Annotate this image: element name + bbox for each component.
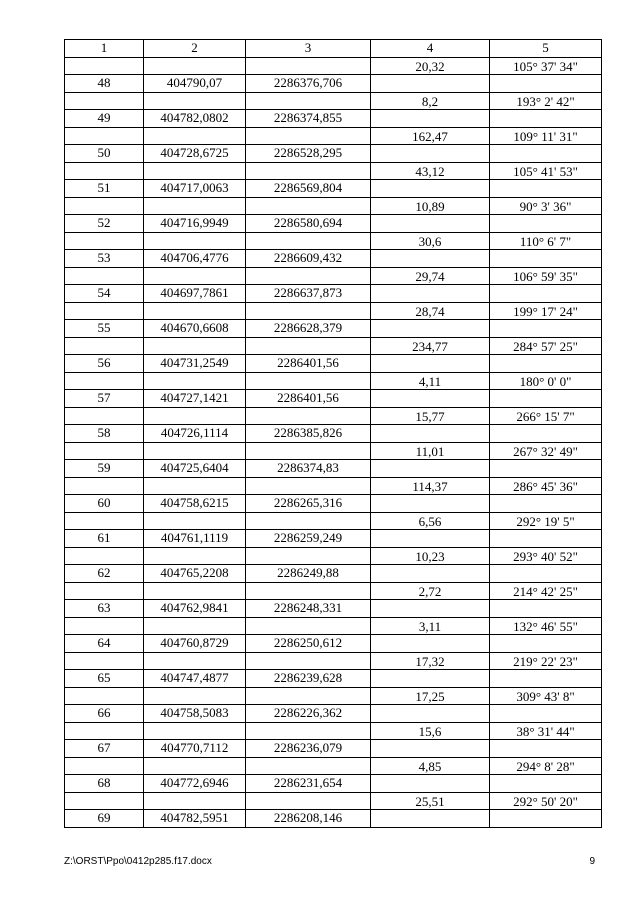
point-number: 63 [65, 600, 144, 618]
empty-cell [65, 617, 144, 635]
empty-cell [65, 722, 144, 740]
point-row [65, 635, 602, 653]
empty-cell [246, 442, 371, 460]
empty-cell [490, 390, 602, 408]
empty-cell [65, 687, 144, 705]
y-coordinate: 2286637,873 [246, 285, 371, 303]
empty-cell [65, 127, 144, 145]
point-number: 65 [65, 670, 144, 688]
empty-cell [65, 302, 144, 320]
empty-cell [246, 337, 371, 355]
coordinates-table [64, 39, 602, 828]
x-coordinate: 404790,07 [144, 75, 246, 93]
empty-cell [144, 197, 246, 215]
segment-angle: 219° 22' 23" [490, 652, 602, 670]
empty-cell [371, 600, 490, 618]
point-number: 69 [65, 810, 144, 828]
segment-angle: 309° 43' 8" [490, 687, 602, 705]
empty-cell [246, 757, 371, 775]
segment-angle: 105° 37' 34" [490, 57, 602, 75]
empty-cell [144, 372, 246, 390]
segment-angle: 38° 31' 44" [490, 722, 602, 740]
empty-cell [490, 495, 602, 513]
x-coordinate: 404716,9949 [144, 215, 246, 233]
empty-cell [371, 250, 490, 268]
empty-cell [144, 617, 246, 635]
point-row [65, 425, 602, 443]
segment-length: 17,32 [371, 652, 490, 670]
empty-cell [144, 92, 246, 110]
empty-cell [246, 302, 371, 320]
empty-cell [144, 407, 246, 425]
empty-cell [144, 477, 246, 495]
empty-cell [371, 75, 490, 93]
point-number: 60 [65, 495, 144, 513]
segment-angle: 214° 42' 25" [490, 582, 602, 600]
segment-row [65, 197, 602, 215]
segment-length: 3,11 [371, 617, 490, 635]
empty-cell [246, 92, 371, 110]
segment-length: 29,74 [371, 267, 490, 285]
point-row [65, 355, 602, 373]
empty-cell [490, 740, 602, 758]
y-coordinate: 2286580,694 [246, 215, 371, 233]
point-row [65, 460, 602, 478]
empty-cell [144, 582, 246, 600]
empty-cell [246, 372, 371, 390]
footer-file-path: Z:\ORST\Ppo\0412p285.f17.docx [64, 856, 212, 867]
segment-angle: 193° 2' 42" [490, 92, 602, 110]
empty-cell [65, 407, 144, 425]
point-number: 56 [65, 355, 144, 373]
y-coordinate: 2286231,654 [246, 775, 371, 793]
segment-row [65, 477, 602, 495]
segment-length: 6,56 [371, 512, 490, 530]
y-coordinate: 2286226,362 [246, 705, 371, 723]
empty-cell [65, 792, 144, 810]
point-row [65, 670, 602, 688]
segment-length: 11,01 [371, 442, 490, 460]
segment-length: 4,11 [371, 372, 490, 390]
empty-cell [490, 530, 602, 548]
empty-cell [65, 477, 144, 495]
segment-row [65, 302, 602, 320]
empty-cell [65, 547, 144, 565]
segment-angle: 105° 41' 53" [490, 162, 602, 180]
empty-cell [65, 442, 144, 460]
segment-row [65, 162, 602, 180]
segment-row [65, 757, 602, 775]
point-number: 53 [65, 250, 144, 268]
segment-length: 10,23 [371, 547, 490, 565]
empty-cell [490, 460, 602, 478]
empty-cell [490, 180, 602, 198]
column-header-2: 2 [144, 40, 246, 58]
segment-row [65, 442, 602, 460]
segment-length: 8,2 [371, 92, 490, 110]
x-coordinate: 404765,2208 [144, 565, 246, 583]
empty-cell [65, 582, 144, 600]
empty-cell [246, 722, 371, 740]
empty-cell [246, 547, 371, 565]
point-row [65, 705, 602, 723]
empty-cell [246, 687, 371, 705]
empty-cell [246, 512, 371, 530]
empty-cell [144, 127, 246, 145]
point-number: 49 [65, 110, 144, 128]
x-coordinate: 404747,4877 [144, 670, 246, 688]
point-number: 57 [65, 390, 144, 408]
point-number: 50 [65, 145, 144, 163]
empty-cell [65, 162, 144, 180]
empty-cell [371, 705, 490, 723]
empty-cell [371, 635, 490, 653]
y-coordinate: 2286248,331 [246, 600, 371, 618]
empty-cell [65, 512, 144, 530]
empty-cell [144, 547, 246, 565]
segment-angle: 199° 17' 24" [490, 302, 602, 320]
x-coordinate: 404731,2549 [144, 355, 246, 373]
x-coordinate: 404717,0063 [144, 180, 246, 198]
y-coordinate: 2286628,379 [246, 320, 371, 338]
segment-angle: 293° 40' 52" [490, 547, 602, 565]
point-number: 67 [65, 740, 144, 758]
empty-cell [246, 232, 371, 250]
empty-cell [144, 757, 246, 775]
segment-length: 17,25 [371, 687, 490, 705]
segment-length: 10,89 [371, 197, 490, 215]
segment-row [65, 582, 602, 600]
y-coordinate: 2286265,316 [246, 495, 371, 513]
point-row [65, 320, 602, 338]
point-row [65, 215, 602, 233]
empty-cell [490, 635, 602, 653]
column-header-5: 5 [490, 40, 602, 58]
segment-angle: 180° 0' 0" [490, 372, 602, 390]
empty-cell [144, 337, 246, 355]
table-body [65, 57, 602, 827]
empty-cell [490, 775, 602, 793]
empty-cell [371, 145, 490, 163]
empty-cell [144, 442, 246, 460]
empty-cell [371, 565, 490, 583]
segment-length: 2,72 [371, 582, 490, 600]
empty-cell [246, 162, 371, 180]
empty-cell [490, 810, 602, 828]
x-coordinate: 404760,8729 [144, 635, 246, 653]
empty-cell [144, 57, 246, 75]
x-coordinate: 404762,9841 [144, 600, 246, 618]
segment-length: 4,85 [371, 757, 490, 775]
empty-cell [144, 792, 246, 810]
empty-cell [371, 425, 490, 443]
point-number: 59 [65, 460, 144, 478]
point-number: 48 [65, 75, 144, 93]
empty-cell [490, 110, 602, 128]
point-number: 64 [65, 635, 144, 653]
x-coordinate: 404697,7861 [144, 285, 246, 303]
y-coordinate: 2286249,88 [246, 565, 371, 583]
point-number: 68 [65, 775, 144, 793]
segment-length: 20,32 [371, 57, 490, 75]
empty-cell [65, 92, 144, 110]
segment-angle: 110° 6' 7" [490, 232, 602, 250]
table-header-row [65, 40, 602, 58]
empty-cell [65, 197, 144, 215]
empty-cell [371, 810, 490, 828]
segment-row [65, 127, 602, 145]
x-coordinate: 404728,6725 [144, 145, 246, 163]
empty-cell [371, 110, 490, 128]
empty-cell [65, 757, 144, 775]
y-coordinate: 2286374,855 [246, 110, 371, 128]
empty-cell [490, 705, 602, 723]
point-number: 55 [65, 320, 144, 338]
segment-row [65, 687, 602, 705]
empty-cell [246, 267, 371, 285]
point-number: 54 [65, 285, 144, 303]
empty-cell [371, 390, 490, 408]
y-coordinate: 2286250,612 [246, 635, 371, 653]
empty-cell [144, 687, 246, 705]
y-coordinate: 2286239,628 [246, 670, 371, 688]
x-coordinate: 404670,6608 [144, 320, 246, 338]
empty-cell [371, 670, 490, 688]
empty-cell [371, 215, 490, 233]
segment-length: 15,6 [371, 722, 490, 740]
x-coordinate: 404727,1421 [144, 390, 246, 408]
column-header-1: 1 [65, 40, 144, 58]
point-row [65, 565, 602, 583]
segment-row [65, 267, 602, 285]
y-coordinate: 2286569,804 [246, 180, 371, 198]
empty-cell [144, 652, 246, 670]
empty-cell [65, 232, 144, 250]
empty-cell [246, 582, 371, 600]
y-coordinate: 2286374,83 [246, 460, 371, 478]
y-coordinate: 2286385,826 [246, 425, 371, 443]
empty-cell [371, 740, 490, 758]
empty-cell [246, 792, 371, 810]
point-row [65, 810, 602, 828]
empty-cell [144, 302, 246, 320]
point-number: 58 [65, 425, 144, 443]
x-coordinate: 404758,6215 [144, 495, 246, 513]
x-coordinate: 404706,4776 [144, 250, 246, 268]
empty-cell [144, 232, 246, 250]
point-number: 52 [65, 215, 144, 233]
x-coordinate: 404782,0802 [144, 110, 246, 128]
y-coordinate: 2286236,079 [246, 740, 371, 758]
y-coordinate: 2286259,249 [246, 530, 371, 548]
empty-cell [371, 285, 490, 303]
empty-cell [371, 180, 490, 198]
point-row [65, 75, 602, 93]
y-coordinate: 2286401,56 [246, 355, 371, 373]
segment-length: 30,6 [371, 232, 490, 250]
segment-angle: 286° 45' 36" [490, 477, 602, 495]
segment-length: 28,74 [371, 302, 490, 320]
point-row [65, 600, 602, 618]
empty-cell [371, 460, 490, 478]
point-row [65, 390, 602, 408]
y-coordinate: 2286401,56 [246, 390, 371, 408]
point-row [65, 110, 602, 128]
empty-cell [371, 355, 490, 373]
segment-angle: 106° 59' 35" [490, 267, 602, 285]
segment-row [65, 57, 602, 75]
empty-cell [144, 512, 246, 530]
segment-row [65, 337, 602, 355]
segment-angle: 267° 32' 49" [490, 442, 602, 460]
empty-cell [490, 285, 602, 303]
empty-cell [65, 652, 144, 670]
segment-length: 25,51 [371, 792, 490, 810]
point-row [65, 145, 602, 163]
empty-cell [490, 565, 602, 583]
empty-cell [371, 775, 490, 793]
segment-length: 43,12 [371, 162, 490, 180]
point-number: 62 [65, 565, 144, 583]
y-coordinate: 2286528,295 [246, 145, 371, 163]
segment-row [65, 232, 602, 250]
empty-cell [65, 337, 144, 355]
empty-cell [246, 652, 371, 670]
segment-row [65, 372, 602, 390]
y-coordinate: 2286609,432 [246, 250, 371, 268]
empty-cell [246, 407, 371, 425]
segment-length: 114,37 [371, 477, 490, 495]
segment-angle: 132° 46' 55" [490, 617, 602, 635]
empty-cell [246, 197, 371, 215]
empty-cell [65, 372, 144, 390]
x-coordinate: 404770,7112 [144, 740, 246, 758]
empty-cell [490, 600, 602, 618]
segment-length: 162,47 [371, 127, 490, 145]
segment-length: 234,77 [371, 337, 490, 355]
empty-cell [65, 57, 144, 75]
empty-cell [65, 267, 144, 285]
empty-cell [490, 425, 602, 443]
empty-cell [144, 267, 246, 285]
empty-cell [144, 162, 246, 180]
segment-angle: 284° 57' 25" [490, 337, 602, 355]
empty-cell [490, 355, 602, 373]
segment-row [65, 652, 602, 670]
y-coordinate: 2286208,146 [246, 810, 371, 828]
x-coordinate: 404726,1114 [144, 425, 246, 443]
point-number: 51 [65, 180, 144, 198]
empty-cell [246, 127, 371, 145]
empty-cell [371, 530, 490, 548]
segment-angle: 266° 15' 7" [490, 407, 602, 425]
empty-cell [490, 145, 602, 163]
segment-row [65, 512, 602, 530]
y-coordinate: 2286376,706 [246, 75, 371, 93]
point-row [65, 775, 602, 793]
segment-angle: 90° 3' 36" [490, 197, 602, 215]
segment-row [65, 617, 602, 635]
point-row [65, 495, 602, 513]
segment-angle: 109° 11' 31" [490, 127, 602, 145]
segment-row [65, 547, 602, 565]
empty-cell [490, 250, 602, 268]
x-coordinate: 404761,1119 [144, 530, 246, 548]
column-header-3: 3 [246, 40, 371, 58]
segment-angle: 294° 8' 28" [490, 757, 602, 775]
point-row [65, 250, 602, 268]
empty-cell [490, 215, 602, 233]
segment-row [65, 792, 602, 810]
empty-cell [371, 495, 490, 513]
segment-row [65, 722, 602, 740]
x-coordinate: 404758,5083 [144, 705, 246, 723]
x-coordinate: 404772,6946 [144, 775, 246, 793]
empty-cell [144, 722, 246, 740]
x-coordinate: 404782,5951 [144, 810, 246, 828]
empty-cell [246, 617, 371, 635]
point-number: 61 [65, 530, 144, 548]
empty-cell [246, 57, 371, 75]
segment-length: 15,77 [371, 407, 490, 425]
segment-row [65, 407, 602, 425]
empty-cell [490, 75, 602, 93]
segment-angle: 292° 19' 5" [490, 512, 602, 530]
column-header-4: 4 [371, 40, 490, 58]
x-coordinate: 404725,6404 [144, 460, 246, 478]
point-row [65, 740, 602, 758]
segment-angle: 292° 50' 20" [490, 792, 602, 810]
point-number: 66 [65, 705, 144, 723]
empty-cell [246, 477, 371, 495]
point-row [65, 180, 602, 198]
point-row [65, 285, 602, 303]
point-row [65, 530, 602, 548]
empty-cell [371, 320, 490, 338]
empty-cell [490, 320, 602, 338]
segment-row [65, 92, 602, 110]
empty-cell [490, 670, 602, 688]
footer-page-number: 9 [589, 856, 595, 867]
